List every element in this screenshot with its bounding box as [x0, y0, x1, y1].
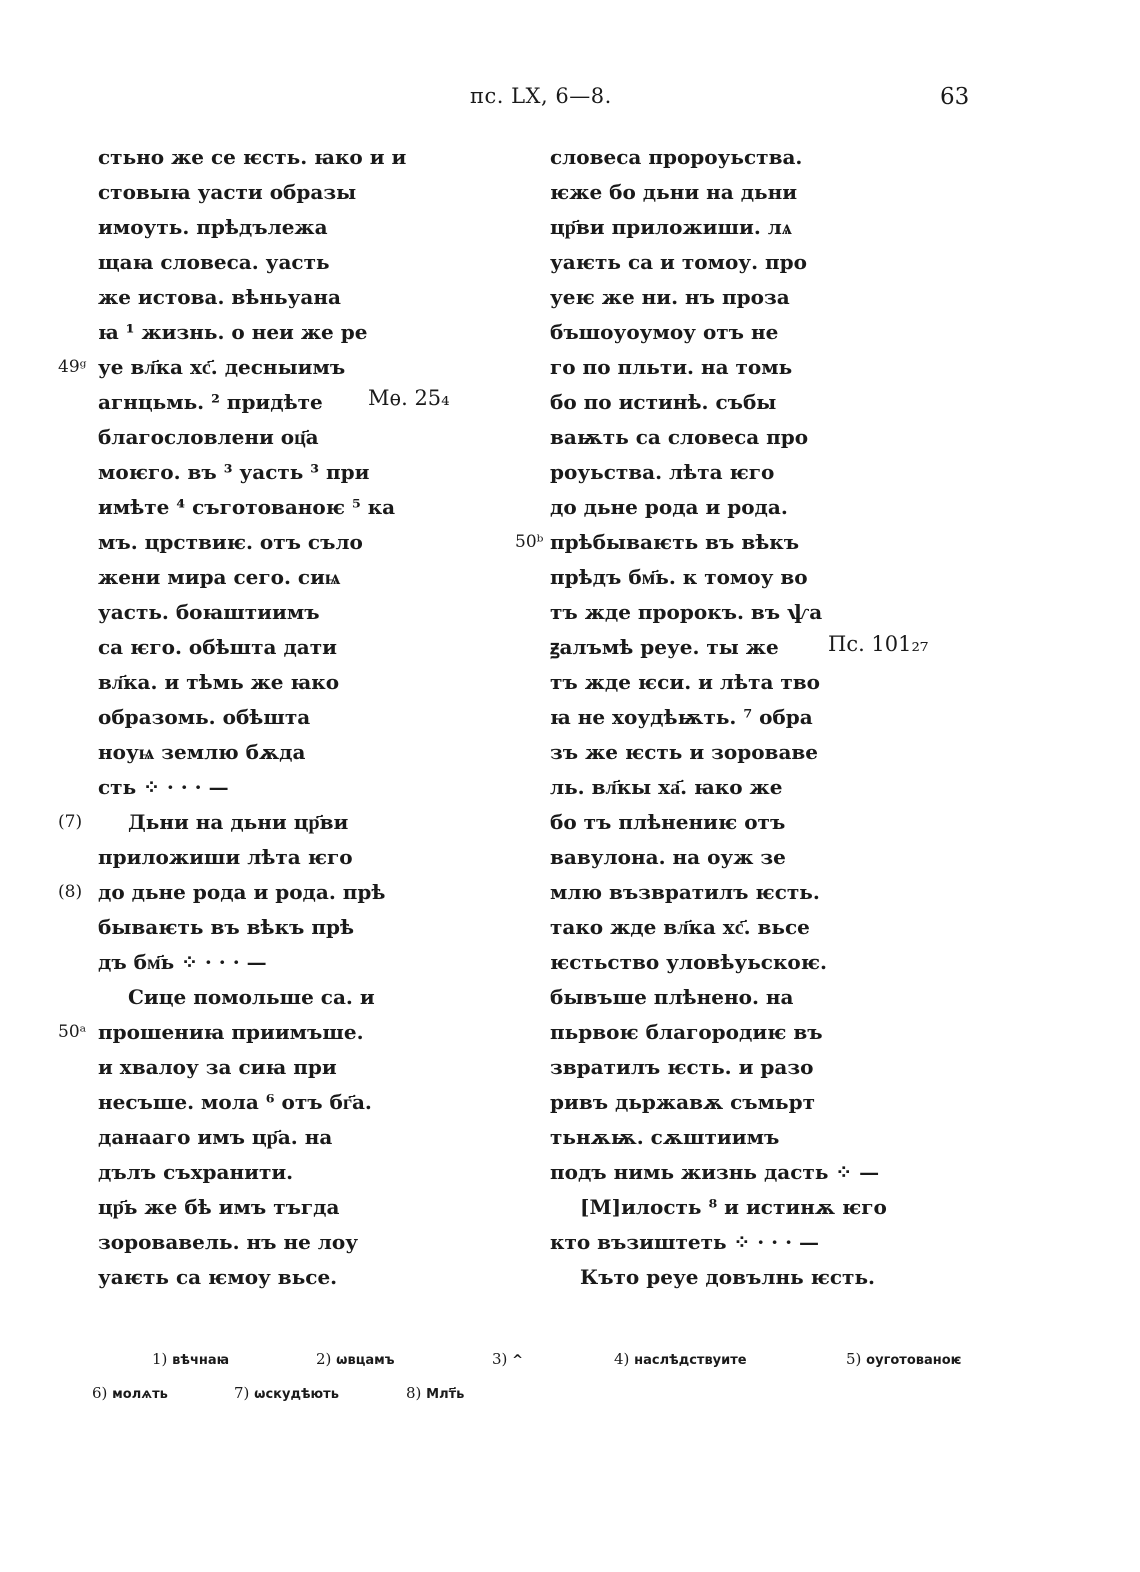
line-text: мъ. црствиѥ. отъ съло	[98, 530, 363, 554]
text-line	[550, 315, 850, 350]
text-line	[98, 630, 418, 665]
margin-marker: (7)	[58, 812, 83, 832]
text-line	[550, 875, 850, 910]
text-line	[550, 420, 850, 455]
text-line	[550, 280, 850, 315]
text-line	[550, 1225, 850, 1260]
footnote-text: ѡвцамъ	[336, 1353, 395, 1368]
page-number: 63	[940, 84, 970, 110]
text-line	[98, 280, 418, 315]
line-text: до дьне рода и рода. прѣ	[98, 880, 386, 904]
line-text: приложиши лѣта ѥго	[98, 845, 353, 869]
line-text: ль. вл҃кы ха҃. ꙗко же	[550, 775, 783, 799]
text-line	[98, 700, 418, 735]
line-text: млю възвратилъ ѥсть.	[550, 880, 820, 904]
text-line	[515, 525, 850, 560]
line-text: стьно же се ѥсть. ꙗко и и	[98, 145, 407, 169]
line-text: и хвалоу за сиꙗ при	[98, 1055, 337, 1079]
line-text: го по пльти. на томь	[550, 355, 793, 379]
footnote-text: наслѣдствуите	[634, 1353, 747, 1368]
side-reference-matthew: Мѳ. 25₄	[368, 386, 450, 410]
line-text: вл҃ка. и тѣмь же ꙗко	[98, 670, 340, 694]
line-text: имоуть. прѣдълежа	[98, 215, 328, 239]
text-line	[98, 210, 418, 245]
line-text: моѥго. въ ³ уасть ³ при	[98, 460, 370, 484]
line-text: образомь. обѣшта	[98, 705, 311, 729]
text-line	[550, 385, 850, 420]
left-text-column	[58, 140, 418, 1295]
line-text: дъ бм҃ь ⁘ · · · —	[98, 950, 267, 974]
text-line	[98, 1155, 418, 1190]
line-text: Къто реуе довълнь ѥсть.	[580, 1265, 875, 1289]
margin-marker: 50ᵃ	[58, 1022, 87, 1042]
line-text: словеса пророуьства.	[550, 145, 803, 169]
text-line	[550, 245, 850, 280]
text-line	[98, 420, 418, 455]
footnote	[234, 1384, 339, 1402]
footnote-number: 3)	[492, 1350, 513, 1368]
footnote-text: Млт҃ь	[426, 1387, 465, 1402]
text-line	[58, 350, 418, 385]
line-text: ноуѩ землю бѫда	[98, 740, 306, 764]
text-line	[550, 140, 850, 175]
line-text: ѥстьство уловѣуьскоѥ.	[550, 950, 827, 974]
line-text: звратилъ ѥсть. и разо	[550, 1055, 814, 1079]
text-line	[550, 770, 850, 805]
line-text: уеѥ же ни. нъ проза	[550, 285, 790, 309]
text-line	[98, 1050, 418, 1085]
line-text: до дьне рода и рода.	[550, 495, 788, 519]
line-text: прѣдъ бм҃ь. к томоу во	[550, 565, 808, 589]
text-line	[550, 560, 850, 595]
line-text: пьрвоѥ благородиѥ въ	[550, 1020, 823, 1044]
text-line	[98, 595, 418, 630]
line-text: ꙃалъмѣ реуе. ты же	[550, 635, 779, 659]
text-line	[550, 735, 850, 770]
footnote	[846, 1350, 962, 1368]
text-line	[550, 910, 850, 945]
line-text: несъше. мола ⁶ отъ бг҃а.	[98, 1090, 372, 1114]
text-line	[550, 630, 850, 665]
line-text: дълъ съхранити.	[98, 1160, 294, 1184]
margin-marker: (8)	[58, 882, 83, 902]
line-text: бо тъ плѣнениѥ отъ	[550, 810, 786, 834]
text-line	[550, 700, 850, 735]
text-line	[550, 805, 850, 840]
footnote-number: 6)	[92, 1384, 113, 1402]
text-line	[98, 1085, 418, 1120]
line-text: агнцьмь. ² придѣте	[98, 390, 323, 414]
line-text: цр҃ь же бѣ имъ тъгда	[98, 1195, 340, 1219]
line-text: бываѥть въ вѣкъ прѣ	[98, 915, 355, 939]
line-text: ꙗ ¹ жизнь. о неи же ре	[98, 320, 368, 344]
text-line	[98, 455, 418, 490]
footnote-number: 4)	[614, 1350, 635, 1368]
footnote	[316, 1350, 395, 1368]
line-text: ваѭть са словеса про	[550, 425, 809, 449]
text-line	[550, 1190, 887, 1225]
line-text: са ѥго. обѣшта дати	[98, 635, 337, 659]
text-line	[550, 490, 850, 525]
line-text: зъ же ѥсть и зоровавe	[550, 740, 819, 764]
line-text: Дьни на дьни цр҃ви	[128, 810, 349, 834]
side-reference-psalm: Пс. 101₂₇	[828, 632, 929, 656]
line-text: роуьства. лѣта ѥго	[550, 460, 775, 484]
line-text: данааго имъ цр҃а. на	[98, 1125, 333, 1149]
margin-marker: 49ᵍ	[58, 357, 87, 377]
line-text: тъ жде пророкъ. въ ѱа	[550, 600, 823, 624]
line-text: благословлени оц҃а	[98, 425, 319, 449]
margin-marker: 50ᵇ	[515, 532, 544, 552]
text-line	[98, 665, 418, 700]
line-text: щаꙗ словеса. уасть	[98, 250, 330, 274]
line-text: имѣте ⁴ съготованоѥ ⁵ ка	[98, 495, 396, 519]
text-line	[550, 455, 850, 490]
line-text: уаѥть са и томоу. про	[550, 250, 807, 274]
footnote	[406, 1384, 464, 1402]
text-line	[550, 1015, 850, 1050]
footnote-text: молѧть	[112, 1387, 168, 1402]
line-text: уе вл҃ка хс҃. десныимъ	[98, 355, 346, 379]
line-text: тако жде вл҃ка хс҃. вьсе	[550, 915, 810, 939]
line-text: зоровавель. нъ не лоу	[98, 1230, 359, 1254]
line-text: бъшоуоумоу отъ не	[550, 320, 779, 344]
line-text: ѥже бо дьни на дьни	[550, 180, 798, 204]
text-line	[550, 945, 850, 980]
text-line	[550, 1085, 850, 1120]
text-line	[550, 1120, 850, 1155]
text-line	[98, 175, 418, 210]
line-text: тьнѫѭ. сѫштиимъ	[550, 1125, 780, 1149]
text-line	[550, 665, 850, 700]
text-line	[98, 525, 418, 560]
line-text: стовыꙗ уасти образы	[98, 180, 357, 204]
text-line	[98, 910, 418, 945]
footnote-number: 2)	[316, 1350, 337, 1368]
footnote	[492, 1350, 523, 1368]
footnote-text: ѡскудѣють	[254, 1387, 339, 1402]
line-text: тъ жде ѥси. и лѣта тво	[550, 670, 821, 694]
footnote	[614, 1350, 747, 1368]
line-text: прѣбываѥть въ вѣкъ	[550, 530, 800, 554]
text-line	[550, 840, 850, 875]
footnote-number: 7)	[234, 1384, 255, 1402]
line-text: [М]илость ⁸ и истинѫ ѥго	[580, 1195, 887, 1219]
text-line	[98, 735, 418, 770]
line-text: ꙗ не хоудѣѭть. ⁷ обра	[550, 705, 813, 729]
line-text: прошениꙗ приимъше.	[98, 1020, 364, 1044]
text-line	[58, 875, 418, 910]
line-text: цр҃ви приложиши. лѧ	[550, 215, 792, 239]
footnote-number: 5)	[846, 1350, 867, 1368]
text-line	[98, 1190, 418, 1225]
text-line	[550, 980, 850, 1015]
text-line	[98, 980, 418, 1015]
line-text: вавулона. на оуж зе	[550, 845, 786, 869]
text-line	[98, 1120, 418, 1155]
text-line	[550, 175, 850, 210]
text-line	[550, 595, 850, 630]
footnote-number: 8)	[406, 1384, 427, 1402]
text-line	[550, 350, 850, 385]
text-line	[98, 945, 418, 980]
line-text: же истова. вѣньуана	[98, 285, 341, 309]
text-line	[550, 1260, 875, 1295]
line-text: жени мира сего. сиѩ	[98, 565, 341, 589]
text-line	[98, 245, 418, 280]
footnote	[92, 1384, 168, 1402]
text-line	[98, 140, 418, 175]
line-text: Сице помольше са. и	[128, 985, 375, 1009]
line-text: ривъ дьржавѫ съмьрт	[550, 1090, 815, 1114]
text-line	[98, 560, 418, 595]
text-line	[98, 840, 418, 875]
line-text: сть ⁘ · · · —	[98, 775, 229, 799]
line-text: подъ нимь жизнь дасть ⁘ —	[550, 1160, 880, 1184]
line-text: уасть. боꙗштиимъ	[98, 600, 320, 624]
text-line	[550, 1155, 880, 1190]
line-text: кто възиштеть ⁘ · · · —	[550, 1230, 820, 1254]
text-line	[98, 315, 418, 350]
footnote-text: вѣчнаꙗ	[172, 1353, 230, 1368]
text-line	[98, 490, 418, 525]
footnote-number: 1)	[152, 1350, 173, 1368]
line-text: уаѥть са ѥмоу вьсе.	[98, 1265, 338, 1289]
footnote-text: ^	[512, 1353, 524, 1368]
text-line	[550, 210, 850, 245]
header-reference: пс. LX, 6—8.	[470, 84, 612, 108]
text-line	[58, 805, 418, 840]
text-line	[550, 1050, 850, 1085]
footnote	[152, 1350, 229, 1368]
text-line	[58, 1015, 418, 1050]
footnote-text: оуготованоѥ	[866, 1353, 962, 1368]
text-line	[98, 770, 418, 805]
text-line	[98, 1225, 418, 1260]
line-text: бывъше плѣнено. на	[550, 985, 794, 1009]
line-text: бо по истинѣ. събы	[550, 390, 777, 414]
text-line	[98, 1260, 418, 1295]
